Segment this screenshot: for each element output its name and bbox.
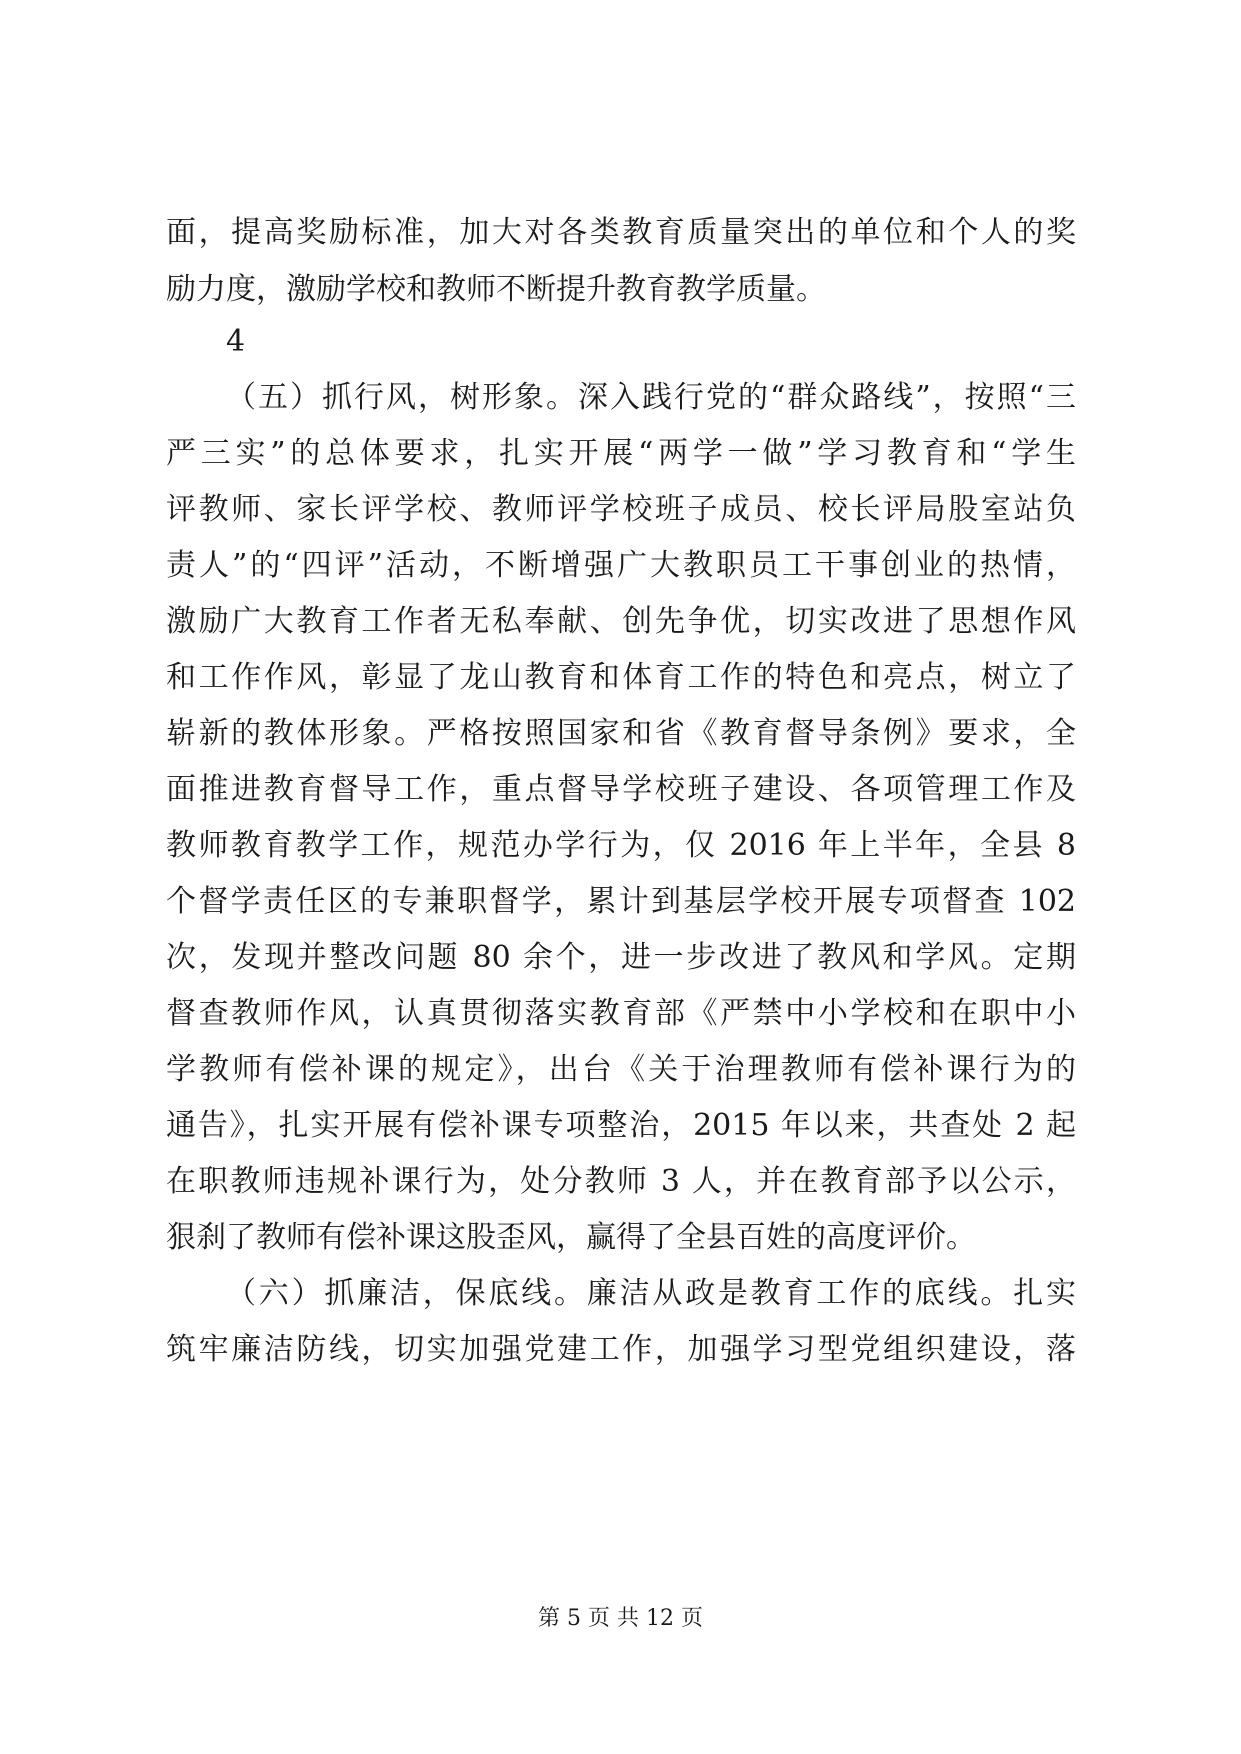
text-line-10: 崭新的教体形象。严格按照国家和省《教育督导条例》要求，全 [166, 716, 1076, 751]
text-line-7: 责人”的“四评”活动，不断增强广大教职员工干事创业的热情， [166, 548, 1076, 583]
text-line-5: 严三实”的总体要求，扎实开展“两学一做”学习教育和“学生 [166, 436, 1076, 471]
text-line-19: 狠刹了教师有偿补课这股歪风，赢得了全县百姓的高度评价。 [166, 1220, 976, 1255]
text-line-15: 督查教师作风，认真贯彻落实教育部《严禁中小学校和在职中小 [166, 996, 1076, 1031]
text-line-13: 个督学责任区的专兼职督学，累计到基层学校开展专项督查 102 [166, 884, 1076, 919]
text-line-11: 面推进教育督导工作，重点督导学校班子建设、各项管理工作及 [166, 772, 1076, 807]
text-line-9: 和工作作风，彰显了龙山教育和体育工作的特色和亮点，树立了 [166, 660, 1076, 695]
text-line-8: 激励广大教育工作者无私奉献、创先争优，切实改进了思想作风 [166, 604, 1076, 639]
text-line-17: 通告》，扎实开展有偿补课专项整治，2015 年以来，共查处 2 起 [166, 1108, 1076, 1143]
text-line-6: 评教师、家长评学校、教师评学校班子成员、校长评局股室站负 [166, 492, 1076, 527]
text-line-1: 面，提高奖励标准，加大对各类教育质量突出的单位和个人的奖 [166, 215, 1076, 250]
page-footer: 第 5 页 共 12 页 [538, 1606, 703, 1631]
text-line-12: 教师教育教学工作，规范办学行为，仅 2016 年上半年，全县 8 [166, 828, 1076, 863]
text-line-4: （五）抓行风，树形象。深入践行党的“群众路线”，按照“三 [226, 380, 1076, 415]
page-number-marker: 4 [226, 324, 246, 359]
text-line-20: （六）抓廉洁，保底线。廉洁从政是教育工作的底线。扎实 [226, 1276, 1076, 1311]
text-line-2: 励力度，激励学校和教师不断提升教育教学质量。 [166, 272, 826, 307]
text-line-21: 筑牢廉洁防线，切实加强党建工作，加强学习型党组织建设，落 [166, 1332, 1076, 1367]
text-line-14: 次，发现并整改问题 80 余个，进一步改进了教风和学风。定期 [166, 940, 1076, 975]
text-line-16: 学教师有偿补课的规定》，出台《关于治理教师有偿补课行为的 [166, 1052, 1076, 1087]
text-line-18: 在职教师违规补课行为，处分教师 3 人，并在教育部予以公示， [166, 1164, 1076, 1199]
